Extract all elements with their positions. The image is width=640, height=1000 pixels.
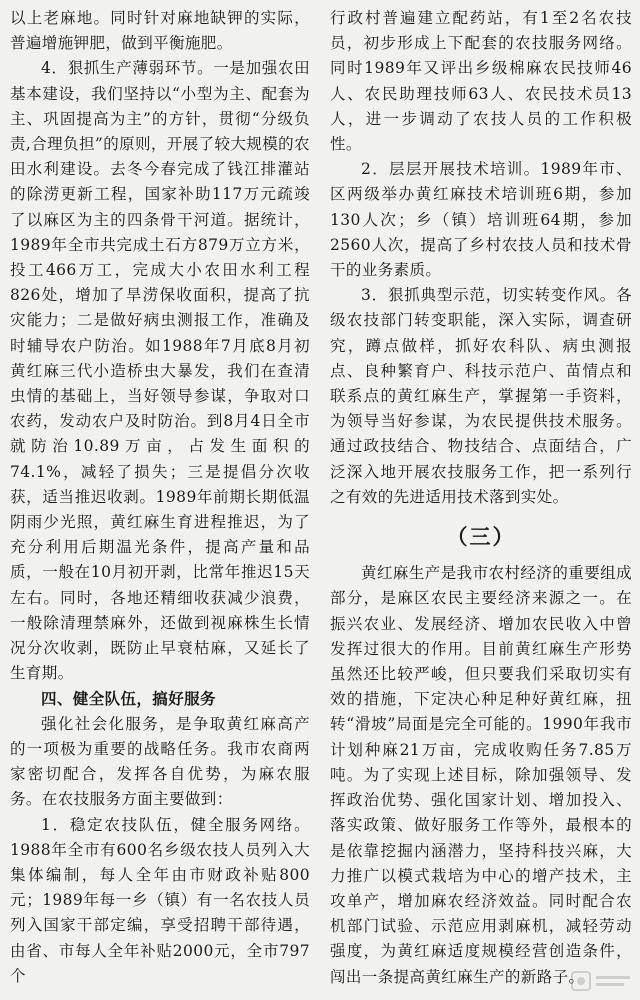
watermark-icon [570,968,634,996]
paragraph: 1．稳定农技队伍，健全服务网络。1988年全市有600名乡级农技人员列入大集体编制，每人全年由市财政补贴800元；1989年每一乡（镇）有一名农技人员列入国家干部定编，享受招聘干部待遇，由省、市每人全年补贴2000元，全市797个 [10,815,310,985]
paragraph: 行政村普遍建立配药站，有1至2名农技员，初步形成上下配套的农技服务网络。同时1989年又评出乡级棉麻农民技师46人、农民助理技师63人、农民技术员13人，进一步调动了农技人员的工作积极性。 [330,9,632,154]
right-column [330,6,632,990]
section-heading: 四、健全队伍，搞好服务 [41,689,216,709]
paragraph: 4．狠抓生产薄弱环节。一是加强农田基本建设，我们坚持以“小型为主、配套为主、巩固提高为主”的方针，贯彻“分级负责,合理负担”的原则，开展了较大规模的农田水利建设。去冬今春完成了钱江排灌站的除涝更新工程，国家补助117万元疏竣了以麻区为主的四条骨干河道。据统计，1989年全市共完成土石方879万立方米，投工466万工，完成大小农田水利工程826处，增加了旱涝保收面积，提高了抗灾能力；二是做好病虫测报工作，准确及时辅导农户防治。如1988年7月底8月初黄红麻三代小造桥虫大暴发，我们在查清虫情的基础上，当好领导参谋，争取对口农药，发动农户及时防治。到8月4日全市就防治10.89万亩，占发生面积的74.1%，减轻了损失；三是提倡分次收获，适当推迟收剥。1989年前期长期低温阴雨少光照，黄红麻生育进程推迟，为了充分利用后期温光条件，提高产量和品质，一般在10月初开剥，比常年推迟15天左右。同时，各地还精细收获减少浪费，一般除清理禁麻外，还做到视麻株生长情况分次收剥，既防止早衰枯麻，又延长了生育期。 [10,59,310,683]
section-title: （三） [446,524,516,550]
paragraph: 黄红麻生产是我市农村经济的重要组成部分，是麻区农民主要经济来源之一。在振兴农业、发展经济、增加农民收入中曾发挥过很大的作用。目前黄红麻生产形势虽然还比较严峻，但只要我们采取切实有效的措施，下定决心种足种好黄红麻，扭转“滑坡”局面是完全可能的。1990年我市计划种麻21万亩，完成收购任务7.85万吨。为了实现上述目标，除加强领导、发挥政治优势、强化国家计划、增加投入、落实政策、做好服务工作等外，最根本的是依靠挖掘内涵潜力，坚持科技兴麻，大力推广以模式栽培为中心的增产技术，主攻单产，增加麻农经济效益。同时配合农机部门试验、示范应用剥麻机，减轻劳动强度，为黄红麻适度规模经营创造条件，闯出一条提高黄红麻生产的新路子。 [330,564,632,986]
paragraph: 2．层层开展技术培训。1989年市、区两级举办黄红麻技术培训班6期，参加130人次；乡（镇）培训班64期，参加2560人次，提高了乡村农技人员和技术骨干的业务素质。 [330,160,632,280]
paragraph: 强化社会化服务，是争取黄红麻高产的一项极为重要的战略任务。我市农商两家密切配合，发挥各自优势，为麻农服务。在农技服务方面主要做到： [10,714,310,809]
paragraph: 3．狠抓典型示范，切实转变作风。各级农技部门转变职能，深入实际，调查研究，蹲点做样，抓好农科队、病虫测报点、良种繁育户、科技示范户、苗情点和联系点的黄红麻生产，掌握第一手资料，为领导当好参谋，为农民提供技术服务。通过政技结合、物技结合、点面结合，广泛深入地开展农技服务工作，把一系列行之有效的先进适用技术落到实处。 [330,286,632,506]
paragraph: 以上老麻地。同时针对麻地缺钾的实际，普遍增施钾肥，做到平衡施肥。 [10,9,310,53]
left-column [10,6,310,989]
